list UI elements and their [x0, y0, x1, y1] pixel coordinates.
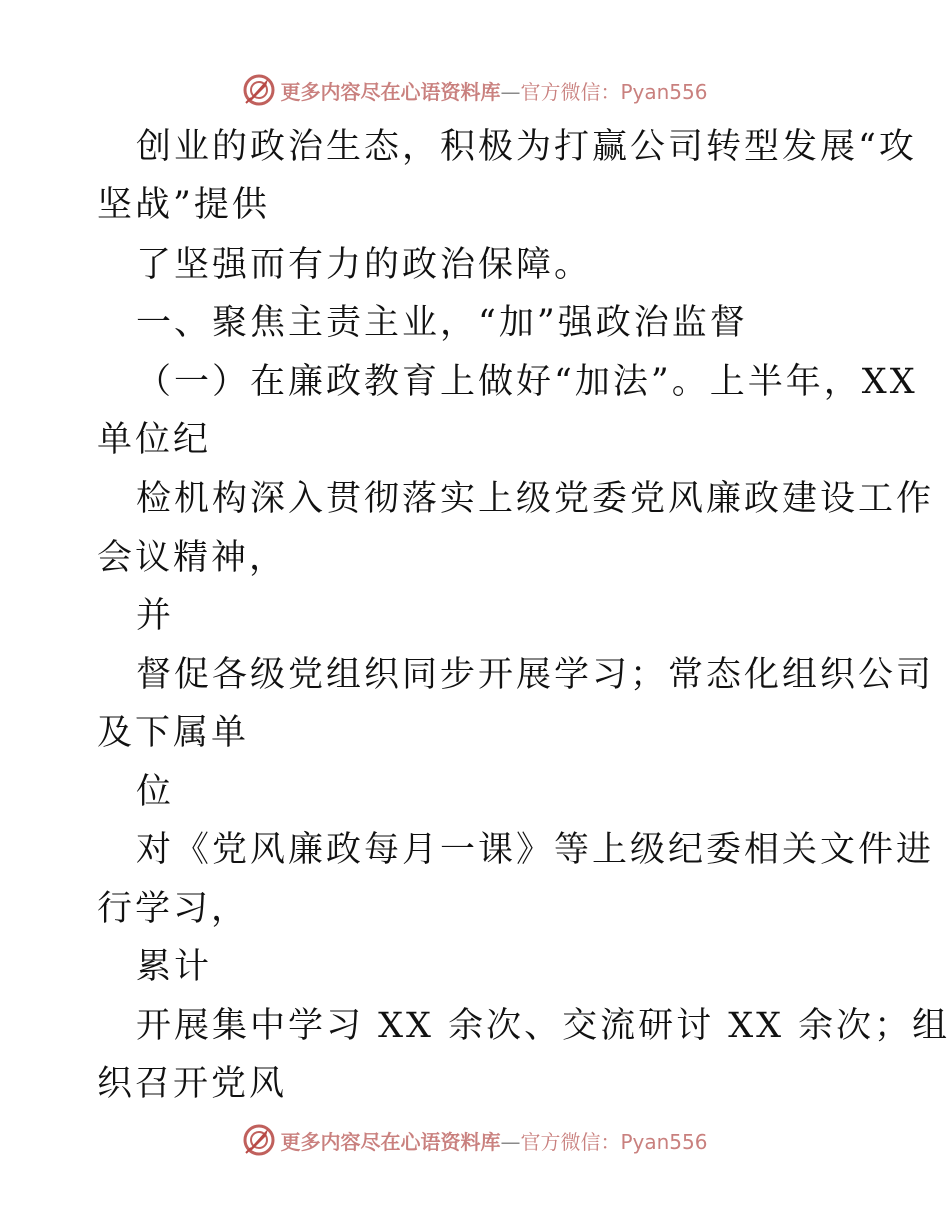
watermark-lead-text: 更多内容尽在心语资料库 [280, 79, 501, 104]
section-heading: 一、聚焦主责主业，“加”强政治监督 [136, 303, 748, 343]
quill-logo-icon [242, 1123, 276, 1157]
text-line: 单位纪 [97, 420, 212, 460]
watermark-banner-top [0, 68, 950, 112]
watermark-handle-text: 官方微信：Pyan556 [520, 1129, 708, 1154]
text-line: （一）在廉政教育上做好“加法”。上半年，XX [136, 362, 918, 402]
text-line: 坚战”提供 [97, 185, 270, 225]
text-line: 并 [136, 596, 175, 636]
watermark-separator: — [500, 1129, 521, 1154]
text-line: 检机构深入贯彻落实上级党委党风廉政建设工作 [136, 479, 935, 519]
text-line: 累计 [136, 947, 213, 987]
text-line: 创业的政治生态，积极为打赢公司转型发展“攻 [136, 127, 917, 167]
watermark-handle-text: 官方微信：Pyan556 [520, 79, 708, 104]
text-line: 及下属单 [97, 713, 250, 753]
text-line: 督促各级党组织同步开展学习；常态化组织公司 [136, 655, 935, 695]
text-line: 行学习， [97, 889, 250, 929]
watermark-lead-text: 更多内容尽在心语资料库 [280, 1129, 501, 1154]
text-line: 了坚强而有力的政治保障。 [136, 245, 593, 285]
text-line: 开展集中学习 XX 余次、交流研讨 XX 余次；组 [136, 1006, 950, 1046]
text-line: 织召开党风 [97, 1064, 288, 1104]
watermark-banner-bottom [0, 1118, 950, 1162]
text-line: 对《党风廉政每月一课》等上级纪委相关文件进 [136, 830, 935, 870]
watermark-separator: — [500, 79, 521, 104]
text-line: 位 [136, 772, 175, 812]
text-line: 会议精神， [97, 538, 288, 578]
quill-logo-icon [242, 73, 276, 107]
